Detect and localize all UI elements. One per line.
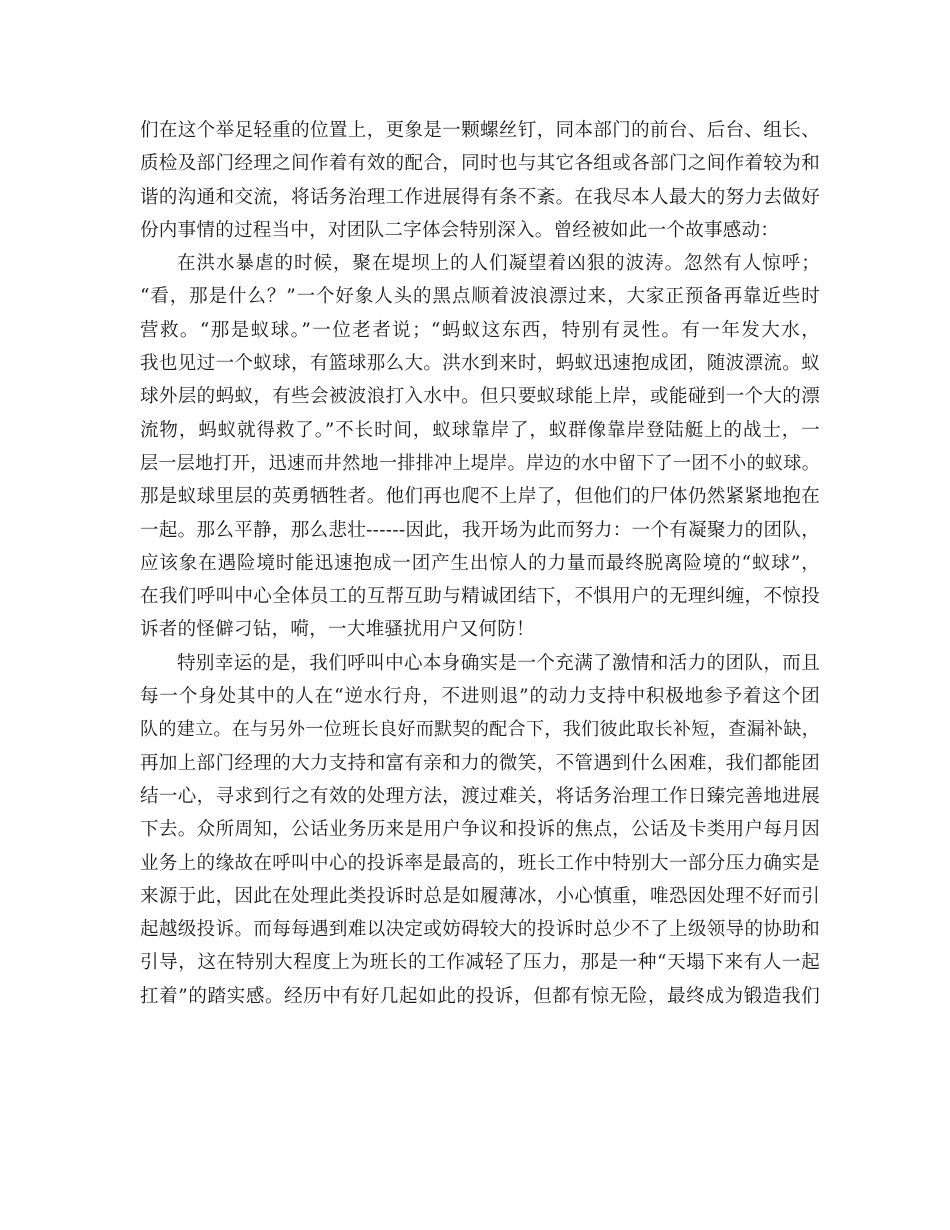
document-body-text — [140, 114, 820, 1013]
text-line: 球外层的蚂蚁，有些会被波浪打入水中。但只要蚁球能上岸，或能碰到一个大的漂 — [140, 386, 820, 408]
text-line: 再加上部门经理的大力支持和富有亲和力的微笑，不管遇到什么困难，我们都能团 — [140, 752, 820, 774]
text-line: “看，那是什么？”一个好象人头的黑点顺着波浪漂过来，大家正预备再靠近些时 — [140, 286, 820, 308]
text-line: 业务上的缘故在呼叫中心的投诉率是最高的，班长工作中特别大一部分压力确实是 — [140, 852, 820, 874]
text-line: 营救。“那是蚁球。”一位老者说；“蚂蚁这东西，特别有灵性。有一年发大水， — [140, 319, 820, 341]
text-line: 们在这个举足轻重的位置上，更象是一颗螺丝钉，同本部门的前台、后台、组长、 — [140, 120, 820, 141]
text-line: 诉者的怪僻刁钻，嗬，一大堆骚扰用户又何防！ — [140, 619, 535, 641]
text-line: 流物，蚂蚁就得救了。”不长时间，蚁球靠岸了，蚁群像靠岸登陆艇上的战士，一 — [140, 419, 820, 441]
text-line: 应该象在遇险境时能迅速抱成一团产生出惊人的力量而最终脱离险境的“蚁球”， — [140, 552, 820, 574]
text-line: 层一层地打开，迅速而井然地一排排冲上堤岸。岸边的水中留下了一团不小的蚁球。 — [140, 452, 820, 474]
text-line: 在洪水暴虐的时候，聚在堤坝上的人们凝望着凶狠的波涛。忽然有人惊呼； — [177, 253, 820, 275]
text-line: 谐的沟通和交流，将话务治理工作进展得有条不紊。在我尽本人最大的努力去做好 — [140, 186, 820, 208]
text-line: 结一心，寻求到行之有效的处理方法，渡过难关，将话务治理工作日臻完善地进展 — [140, 785, 820, 807]
text-line: 引导，这在特别大程度上为班长的工作减轻了压力，那是一种“天塌下来有人一起 — [140, 952, 820, 974]
text-line: 下去。众所周知，公话业务历来是用户争议和投诉的焦点，公话及卡类用户每月因 — [140, 819, 820, 841]
text-line: 质检及部门经理之间作着有效的配合，同时也与其它各组或各部门之间作着较为和 — [140, 153, 820, 175]
text-line: 队的建立。在与另外一位班长良好而默契的配合下，我们彼此取长补短，查漏补缺， — [140, 719, 820, 741]
text-line: 扛着”的踏实感。经历中有好几起如此的投诉，但都有惊无险，最终成为锻造我们 — [140, 985, 820, 1007]
text-line: 在我们呼叫中心全体员工的互帮互助与精诚团结下，不惧用户的无理纠缠，不惊投 — [140, 586, 820, 608]
text-line: 来源于此，因此在处理此类投诉时总是如履薄冰，小心慎重，唯恐因处理不好而引 — [140, 885, 820, 907]
text-line: 份内事情的过程当中，对团队二字体会特别深入。曾经被如此一个故事感动： — [140, 219, 780, 241]
text-line: 每一个身处其中的人在“逆水行舟，不进则退”的动力支持中积极地参予着这个团 — [140, 686, 820, 708]
text-line: 那是蚁球里层的英勇牺牲者。他们再也爬不上岸了，但他们的尸体仍然紧紧地抱在 — [140, 486, 820, 508]
text-line: 一起。那么平静，那么悲壮------因此，我开场为此而努力：一个有凝聚力的团队， — [140, 519, 820, 541]
text-line: 特别幸运的是，我们呼叫中心本身确实是一个充满了激情和活力的团队，而且 — [177, 652, 820, 674]
text-line: 起越级投诉。而每每遇到难以决定或妨碍较大的投诉时总少不了上级领导的协助和 — [140, 919, 820, 941]
text-line: 我也见过一个蚁球，有篮球那么大。洪水到来时，蚂蚁迅速抱成团，随波漂流。蚁 — [140, 353, 820, 375]
